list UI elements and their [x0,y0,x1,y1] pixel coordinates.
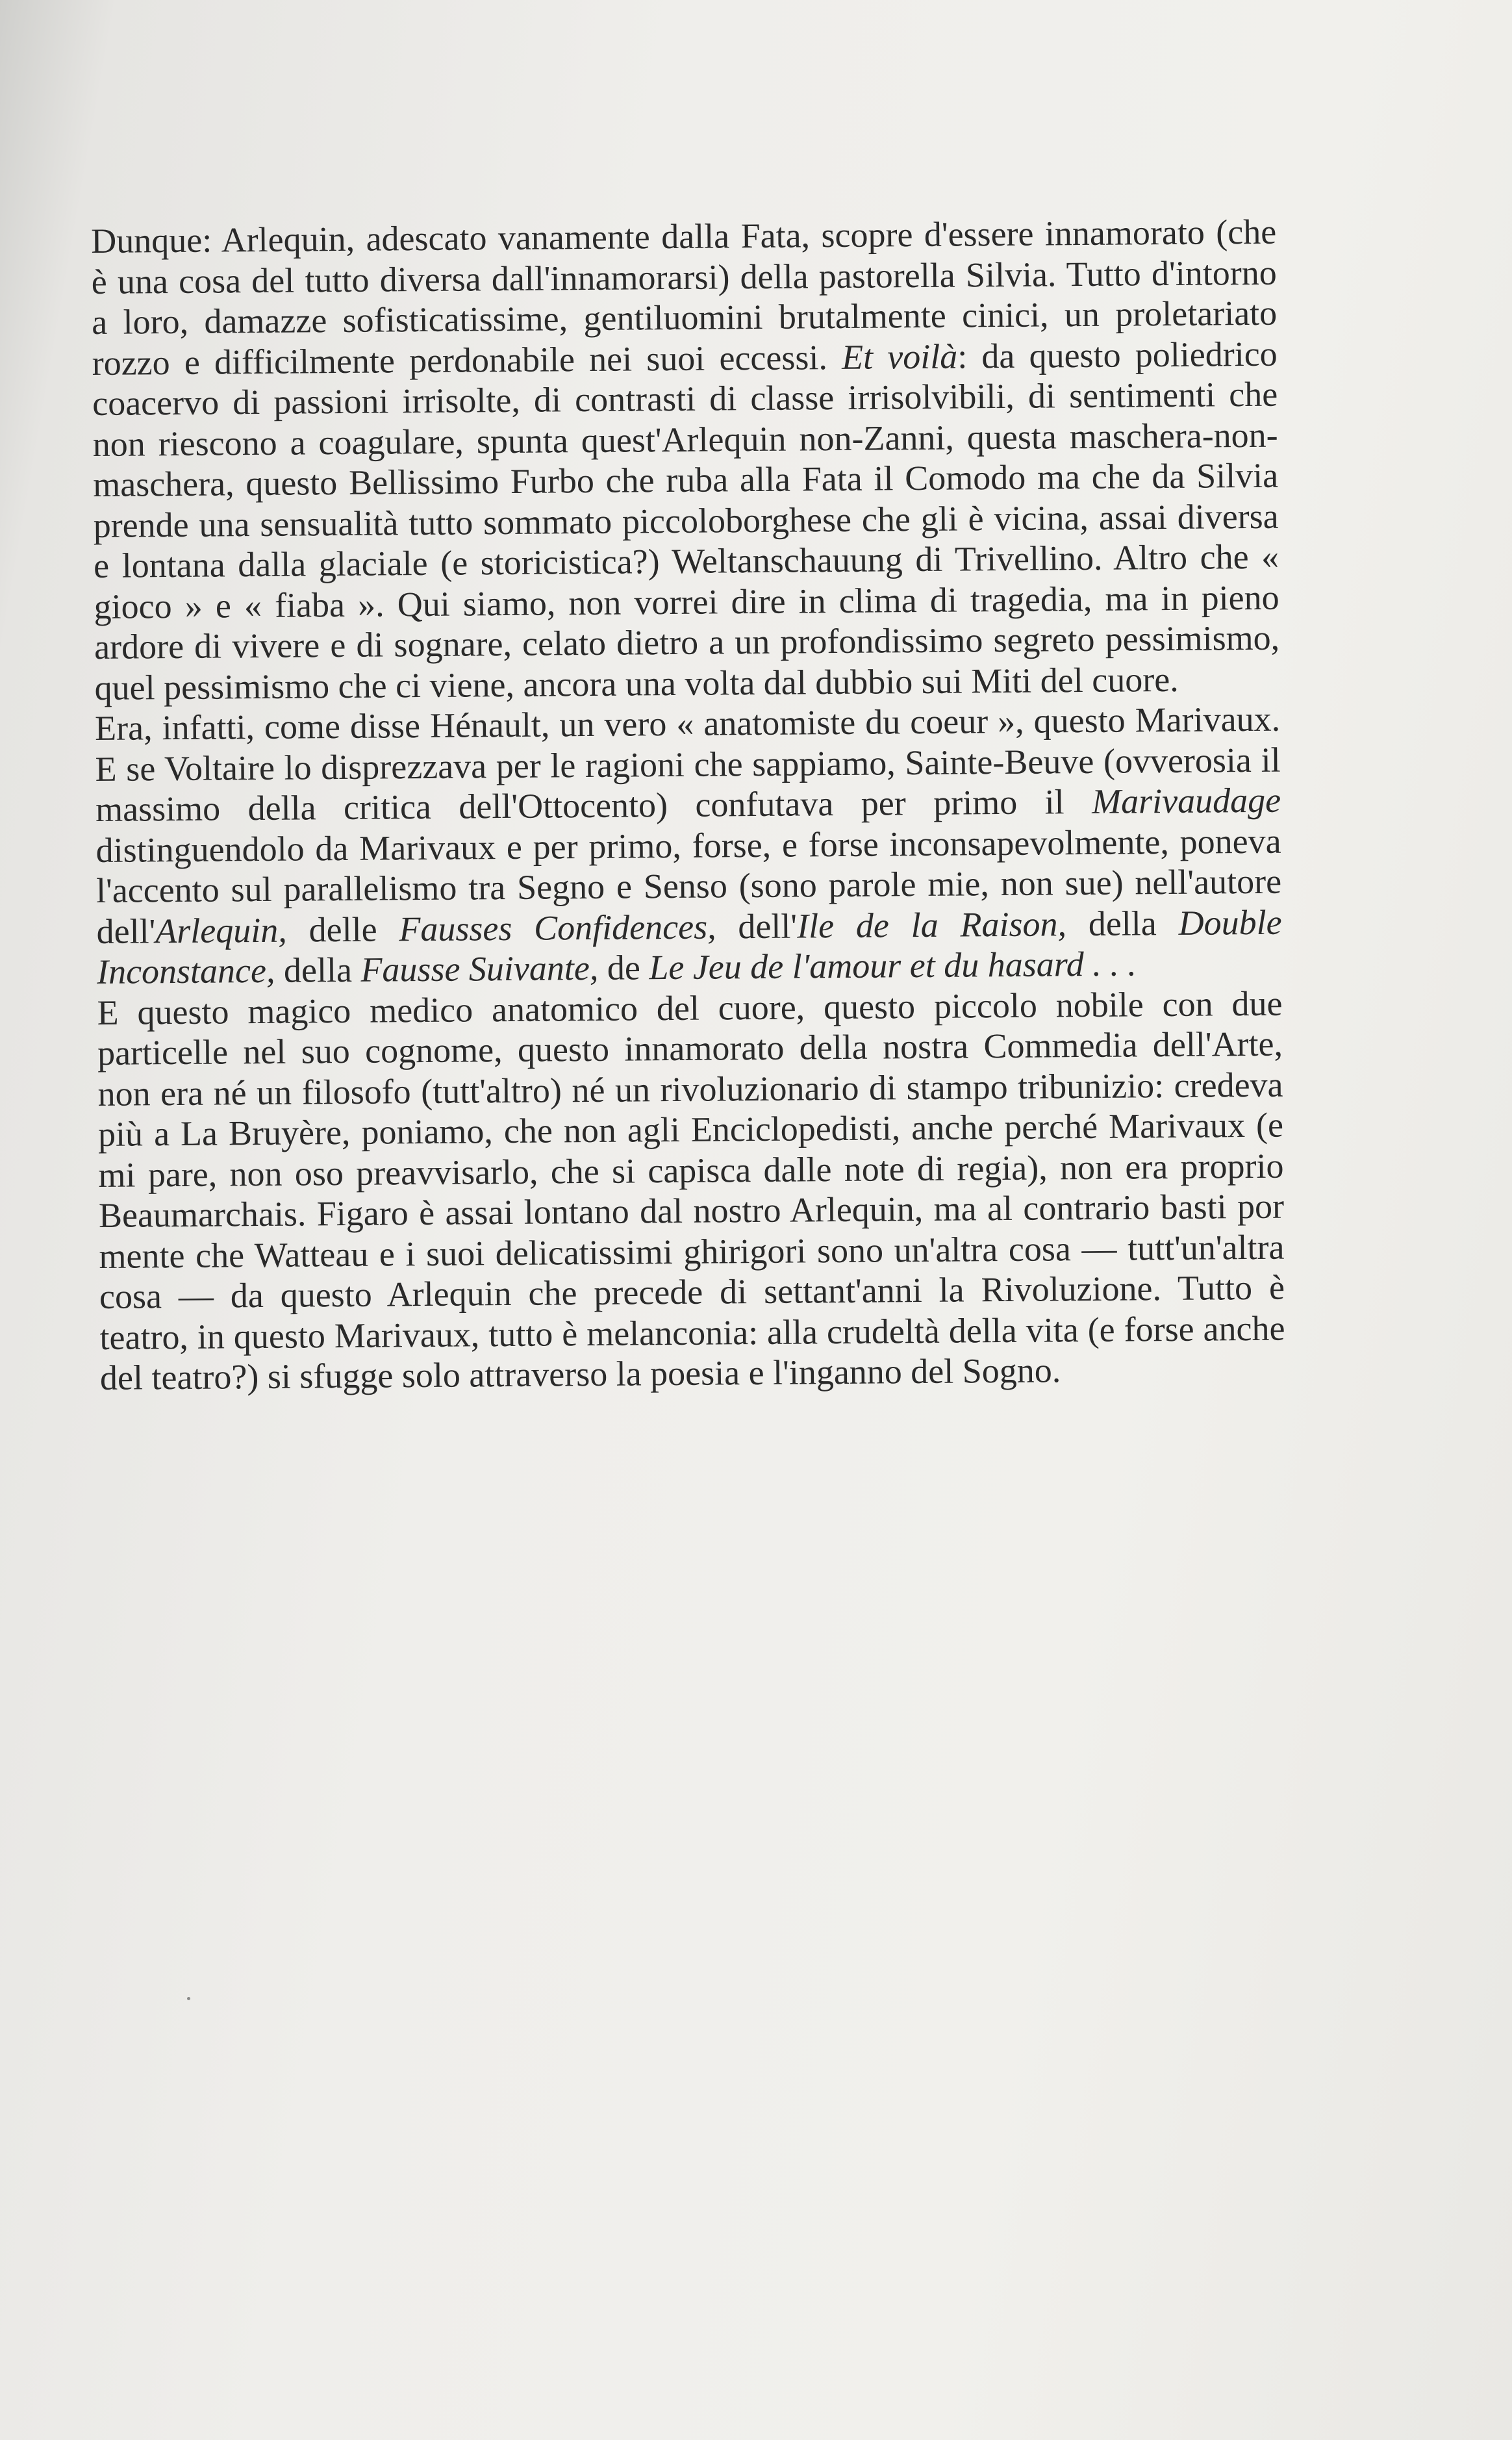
paper-speck [187,1997,190,2000]
italic-et-voila: Et voilà [841,337,958,377]
body-text [91,212,1285,1399]
paragraph-2-text-cont: distinguendolo da Marivaux e per primo, forse, e forse inconsapevolmente, poneva l'accento sul parallelismo tra Segno e Senso (sono parole mie, non sue) nell'autore dell' [95,821,1282,951]
paragraph-1-text: Dunque: Arlequin, adescato vanamente dalla Fata, scopre d'essere innamorato (che è una cosa del tutto diversa dall'innamorarsi) della pastorella Silvia. Tutto d'intorno a loro, damazze sofisticatissime, gentiluomini brutalmente cinici, un proletariato rozzo e difficilmente perdonabile nei suoi eccessi. [91,212,1278,383]
paragraph-2-connector: della [275,950,361,990]
paragraph-2-connector: delle [286,909,399,950]
paragraph-1 [91,212,1280,708]
italic-title-jeu-de-lamour: Le Jeu de l'amour et du hasard . . . [649,944,1137,987]
paragraph-3 [97,983,1285,1398]
paragraph-3-text: E questo magico medico anatomico del cuore, questo piccolo nobile con due particelle nel suo cognome, questo innamorato della nostra Commedia dell'Arte, non era né un filosofo (tutt'altro) né un rivoluzionario di stampo tribunizio: credeva più a La Bruyère, poniamo, che non agli Enciclopedisti, anche perché Marivaux (e mi pare, non oso preavvisarlo, che si capisca dalle note di regia), non era proprio Beaumarchais. Figaro è assai lontano dal nostro Arlequin, ma al contrario basti por mente che Watteau e i suoi delicatissimi ghirigori sono un'altra cosa — tutt'un'altra cosa — da questo Arlequin che precede di settant'anni la Rivoluzione. Tutto è teatro, in questo Marivaux, tutto è melanconia: alla crudeltà della vita (e forse anche del teatro?) si sfugge solo attraverso la poesia e l'inganno del Sogno. [97,984,1285,1397]
italic-title-arlequin: Arlequin, [155,910,288,950]
paragraph-1-text-cont: : da questo poliedrico coacervo di passioni irrisolte, di contrasti di classe irrisolvibili, di sentimenti che non riescono a coagulare, spunta quest'Arlequin non-Zanni, questa maschera-non-maschera, questo Bellissimo Furbo che ruba alla Fata il Comodo ma che da Silvia prende una sensualità tutto sommato piccoloborghese che gli è vicina, assai diversa e lontana dalla glaciale (e storicistica?) Weltanschauung di Trivellino. Altro che « gioco » e « fiaba ». Qui siamo, non vorrei dire in clima di tragedia, ma in pieno ardore di vivere e di sognare, celato dietro a un profondissimo segreto pessimismo, quel pessimismo che ci viene, ancora una volta dal dubbio sui Miti del cuore. [92,334,1280,707]
italic-title-double-inconstance: Double Inconstance, [96,902,1282,991]
paragraph-2-text: Era, infatti, come disse Hénault, un vero « anatomiste du coeur », questo Marivaux. E se Voltaire lo disprezzava per le ragioni che sappiamo, Sainte-Beuve (ovverosia il massimo della critica dell'Ottocento) confutava per primo il [94,699,1281,829]
italic-marivaudage: Marivaudage [1091,780,1281,821]
italic-title-ile-de-la-raison: Ile de la Raison, [796,904,1067,945]
paragraph-2-connector: dell' [716,906,798,946]
paragraph-2 [95,699,1282,993]
italic-title-fausse-suivante: Fausse Suivante, [360,948,599,989]
paragraph-2-connector: de [598,948,649,987]
paragraph-2-connector: della [1066,903,1179,943]
italic-title-fausses-confidences: Fausses Confidences, [399,906,716,948]
